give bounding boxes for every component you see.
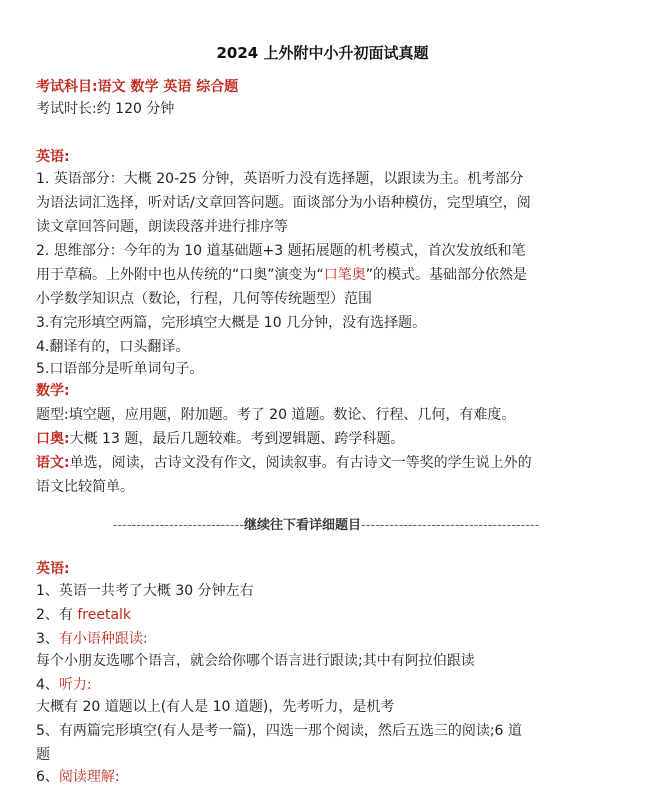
english-heading: 英语: bbox=[36, 149, 70, 165]
divider-dashes-left: ---------------------------- bbox=[112, 518, 245, 533]
olympiad-label: 口奥: bbox=[36, 431, 70, 447]
detail-6-heading: 阅读理解: bbox=[58, 769, 120, 785]
detail-6-prefix: 6、 bbox=[36, 769, 59, 785]
chinese-label: 语文: bbox=[36, 455, 70, 471]
detail-2 bbox=[36, 604, 616, 626]
detail-3-prefix: 3、 bbox=[36, 631, 59, 647]
detail-4-heading: 听力: bbox=[58, 677, 92, 693]
highlight-oral-written-olympiad: 口笔奥 bbox=[323, 267, 366, 283]
detail-5-line-2: 题 bbox=[36, 747, 50, 763]
english-item-2-line-3: 小学数学知识点（数论，行程，几何等传统题型）范围 bbox=[36, 291, 372, 307]
detail-4 bbox=[36, 674, 616, 696]
english-item-4: 4.翻译有的，口头翻译。 bbox=[36, 339, 190, 355]
english-item-2-text-b: ”的模式。基础部分依然是 bbox=[365, 267, 528, 283]
english-item-2-line-2 bbox=[36, 264, 616, 286]
section-divider bbox=[36, 514, 616, 533]
chinese-line-2: 语文比较简单。 bbox=[36, 479, 134, 495]
divider-dashes-right: -------------------------------------- bbox=[361, 518, 540, 533]
olympiad-line bbox=[36, 428, 616, 450]
english-item-5: 5.口语部分是听单词句子。 bbox=[36, 361, 204, 377]
chinese-line-1 bbox=[36, 452, 616, 474]
exam-subjects: 考试科目:语文 数学 英语 综合题 bbox=[36, 79, 239, 95]
english-item-2-line-1: 2. 思维部分：今年的为 10 道基础题+3 题拓展题的机考模式，首次发放纸和笔 bbox=[36, 243, 526, 259]
english-item-3: 3.有完形填空两篇，完形填空大概是 10 几分钟，没有选择题。 bbox=[36, 315, 427, 331]
detail-2-prefix: 2、有 bbox=[36, 607, 78, 623]
math-text: 题型:填空题，应用题，附加题。考了 20 道题。数论、行程、几何，有难度。 bbox=[36, 407, 516, 423]
detail-2-freetalk: freetalk bbox=[77, 607, 132, 623]
detail-6 bbox=[36, 766, 616, 788]
detail-3-text: 每个小朋友选哪个语言，就会给你哪个语言进行跟读;其中有阿拉伯跟读 bbox=[36, 653, 475, 669]
details-english-heading: 英语: bbox=[36, 561, 70, 577]
detail-4-text: 大概有 20 道题以上(有人是 10 道题)，先考听力，是机考 bbox=[36, 699, 395, 715]
olympiad-text: 大概 13 题，最后几题较难。考到逻辑题、跨学科题。 bbox=[69, 431, 405, 447]
english-item-1-line-3: 读文章回答问题，朗读段落并进行排序等 bbox=[36, 219, 288, 235]
detail-3 bbox=[36, 628, 616, 650]
detail-1: 1、英语一共考了大概 30 分钟左右 bbox=[36, 583, 254, 599]
detail-3-heading: 有小语种跟读: bbox=[58, 631, 148, 647]
english-item-1-line-1: 1. 英语部分：大概 20-25 分钟，英语听力没有选择题，以跟读为主。机考部分 bbox=[36, 171, 524, 187]
page-title: 2024 上外附中小升初面试真题 bbox=[216, 44, 429, 62]
english-item-1-line-2: 为语法词汇选择，听对话/文章回答问题。面谈部分为小语种模仿，完型填空，阅 bbox=[36, 195, 531, 211]
english-item-2-text-a: 用于草稿。上外附中也从传统的“口奥”演变为“ bbox=[36, 267, 324, 283]
divider-label: 继续往下看详细题目 bbox=[244, 518, 362, 533]
chinese-text: 单选，阅读，古诗文没有作文，阅读叙事。有古诗文一等奖的学生说上外的 bbox=[69, 455, 532, 471]
math-heading: 数学: bbox=[36, 383, 70, 399]
detail-4-prefix: 4、 bbox=[36, 677, 59, 693]
exam-duration: 考试时长:约 120 分钟 bbox=[36, 101, 175, 117]
detail-5-line-1: 5、有两篇完形填空(有人是考一篇)，四选一那个阅读，然后五选三的阅读;6 道 bbox=[36, 723, 522, 739]
